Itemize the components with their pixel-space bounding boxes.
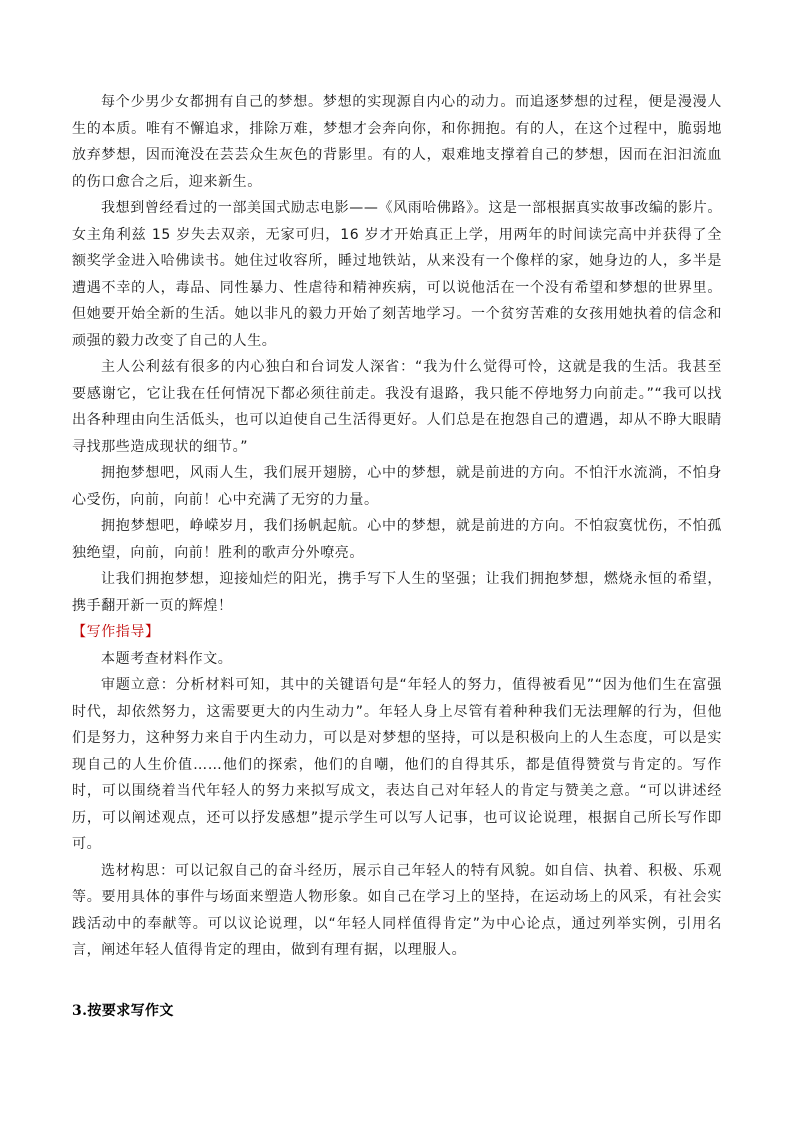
essay-paragraph-6: 让我们拥抱梦想，迎接灿烂的阳光，携手写下人生的坚强；让我们拥抱梦想，燃烧永恒的希望，携手翻开新一页的辉煌！ (72, 571, 722, 614)
essay-paragraph-1: 每个少男少女都拥有自己的梦想。梦想的实现源自内心的动力。而追逐梦想的过程，便是漫漫人生的本质。唯有不懈追求，排除万难，梦想才会奔向你，和你拥抱。有的人，在这个过程中，脆弱地放弃梦想，因而淹没在芸芸众生灰色的背影里。有的人，艰难地支撑着自己的梦想，因而在汩汩流血的伤口愈合之后，迎来新生。 (72, 94, 722, 190)
writing-guide (72, 619, 722, 964)
essay-paragraph-5: 拥抱梦想吧，峥嵘岁月，我们扬帆起航。心中的梦想，就是前进的方向。不怕寂寞忧伤，不怕孤独绝望，向前，向前！胜利的歌声分外嘹亮。 (72, 518, 722, 561)
question-3-title: 3.按要求写作文 (72, 1002, 174, 1019)
essay-paragraph-4: 拥抱梦想吧，风雨人生，我们展开翅膀，心中的梦想，就是前进的方向。不怕汗水流淌，不怕身心受伤，向前，向前！心中充满了无穷的力量。 (72, 465, 722, 508)
guide-paragraph-2: 审题立意：分析材料可知，其中的关键语句是“年轻人的努力，值得被看见”“因为他们生在富强时代，却依然努力，这需要更大的内生动力”。年轻人身上尽管有着种种我们无法理解的行为，但他们是努力，这种努力来自于内生动力，可以是对梦想的坚持，可以是积极向上的人生态度，可以是实现自己的人生价值……他们的探索，他们的自嘲，他们的自得其乐，都是值得赞赏与肯定的。写作时，可以围绕着当代年轻人的努力来拟写成文，表达自己对年轻人的肯定与赞美之意。“可以讲述经历，可以阐述观点，还可以抒发感想”提示学生可以写人记事，也可议论说理，根据自己所长写作即可。 (72, 677, 722, 852)
guide-paragraph-3: 选材构思：可以记叙自己的奋斗经历，展示自己年轻人的特有风貌。如自信、执着、积极、乐观等。要用具体的事件与场面来塑造人物形象。如自己在学习上的坚持，在运动场上的风采，有社会实践活动中的奉献等。可以议论说理，以“年轻人同样值得肯定”为中心论点，通过列举实例，引用名言，阐述年轻人值得肯定的理由，做到有理有据，以理服人。 (72, 862, 722, 958)
document-page (72, 89, 722, 1024)
essay-paragraph-2: 我想到曾经看过的一部美国式励志电影——《风雨哈佛路》。这是一部根据真实故事改编的影片。女主角利兹 15 岁失去双亲，无家可归，16 岁才开始真正上学，用两年的时间读完高中并获得了全额奖学金进入哈佛读书。她住过收容所，睡过地铁站，从来没有一个像样的家，她身边的人，多半是遭遇不幸的人，毒品、同性暴力、性虐待和精神疾病，可以说他活在一个没有希望和梦想的世界里。但她要开始全新的生活。她以非凡的毅力开始了刻苦地学习。一个贫穷苦难的女孩用她执着的信念和顽强的毅力改变了自己的人生。 (72, 200, 722, 349)
model-essay (72, 89, 722, 619)
guide-paragraph-1: 本题考查材料作文。 (101, 650, 233, 667)
essay-paragraph-3: 主人公利兹有很多的内心独白和台词发人深省：“我为什么觉得可怜，这就是我的生活。我甚至要感谢它，它让我在任何情况下都必须往前走。我没有退路，我只能不停地努力向前走。”“我可以找出各种理由向生活低头，也可以迫使自己生活得更好。人们总是在抱怨自己的遭遇，却从不睁大眼睛寻找那些造成现状的细节。” (72, 359, 722, 455)
writing-guide-heading: 【写作指导】 (72, 624, 160, 640)
